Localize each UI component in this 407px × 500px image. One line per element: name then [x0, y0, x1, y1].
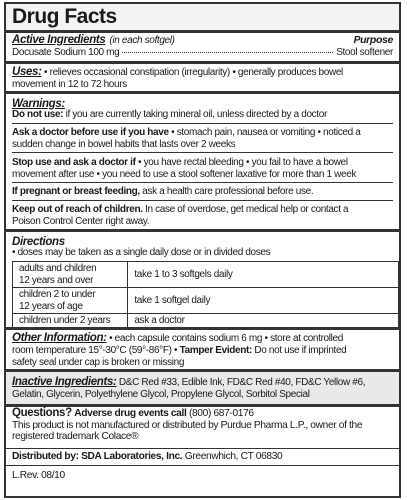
do-not-use	[6, 109, 399, 121]
distributor-address: Greenwhich, CT 06830	[184, 451, 283, 462]
stop-use-text-continued: movement after use • you need to use a stool softener laxative for more than 1 week	[12, 168, 357, 180]
inactive-ingredients-section	[6, 372, 399, 404]
distributor-section	[6, 451, 399, 463]
dot-leader	[122, 52, 333, 53]
age-group-text: adults and children	[19, 263, 97, 274]
table-row	[13, 288, 399, 314]
tamper-evident-label: Tamper Evident:	[179, 345, 252, 356]
active-ingredients-note: (in each softgel)	[109, 35, 175, 46]
other-information-text: Do not use if imprinted	[254, 345, 347, 356]
directions-heading: Directions	[12, 236, 65, 248]
inactive-ingredients-text: D&C Red #33, Edible Ink, FD&C Red #40, FD&C Yellow #6,	[118, 377, 366, 388]
uses-heading: Uses:	[12, 66, 42, 78]
divider	[6, 61, 399, 64]
inactive-ingredients-heading: Inactive Ingredients:	[12, 376, 117, 388]
other-information-text: • each capsule contains sodium 6 mg • store at controlled	[109, 333, 343, 344]
active-ingredient: Docusate Sodium 100 mg	[12, 47, 120, 58]
dose-cell: take 1 to 3 softgels daily	[128, 262, 399, 288]
phone-number: (800) 687-0176	[188, 408, 254, 419]
drug-facts-title: Drug Facts	[6, 4, 399, 30]
distributor-label: Distributed by: SDA Laboratories, Inc.	[12, 451, 183, 462]
adverse-events-label: Adverse drug events call	[74, 408, 187, 419]
active-ingredients-heading: Active Ingredients	[12, 34, 106, 46]
inactive-ingredients-text: Gelatin, Glycerin, Polyethylene Glycol, Propylene Glycol, Sorbitol Special	[12, 389, 310, 400]
questions-section	[6, 408, 399, 443]
other-information-text: room temperature 15°-30°C (59°-86°F) •	[12, 345, 178, 356]
uses-section	[6, 65, 399, 91]
do-not-use-label: Do not use:	[12, 109, 64, 120]
table-row	[13, 262, 399, 288]
directions-note: • doses may be taken as a single daily dose or in divided doses	[12, 247, 271, 258]
divider	[6, 327, 399, 330]
ask-doctor	[6, 127, 399, 150]
warnings-heading: Warnings:	[12, 98, 65, 110]
active-ingredients-section	[6, 33, 399, 59]
pregnancy-warning	[6, 186, 399, 198]
age-group-cell	[13, 288, 128, 314]
do-not-use-text: if you are currently taking mineral oil, unless directed by a doctor	[65, 109, 327, 120]
pregnancy-text: ask a health care professional before use.	[142, 186, 314, 197]
stop-use-text: • you have rectal bleeding • you fail to have a bowel	[138, 157, 348, 168]
questions-heading: Questions?	[12, 407, 72, 419]
divider	[6, 448, 399, 449]
ask-doctor-label: Ask a doctor before use if you have	[12, 127, 169, 138]
stop-use-label: Stop use and ask a doctor if	[12, 157, 136, 168]
directions-table	[12, 261, 399, 329]
stop-use	[6, 157, 399, 180]
trademark-notice: This product is not manufactured or distributed by Purdue Pharma L.P., owner of the	[12, 419, 363, 431]
divider	[12, 182, 393, 183]
age-group-text: 12 years and over	[19, 274, 94, 286]
uses-text: • relieves occasional constipation (irregularity) • generally produces bowel	[44, 67, 343, 78]
revision-code: L.Rev. 08/10	[12, 470, 65, 481]
purpose-text: Stool softener	[336, 47, 393, 58]
keep-out-label: Keep out of reach of children.	[12, 204, 143, 215]
other-information-section	[6, 331, 399, 368]
other-information-heading: Other Information:	[12, 332, 107, 344]
uses-text-continued: movement in 12 to 72 hours	[12, 79, 127, 90]
trademark-notice-continued: registered trademark Colace®	[12, 431, 139, 442]
ask-doctor-text-continued: sudden change in bowel habits that lasts over 2 weeks	[12, 138, 236, 150]
other-information-text: safety seal under cap is broken or missing	[12, 356, 185, 368]
divider	[12, 123, 393, 124]
dose-cell: take 1 softgel daily	[128, 288, 399, 314]
divider	[12, 200, 393, 201]
age-group-text: children 2 to under	[19, 289, 96, 300]
age-group-text: children under 2 years	[19, 315, 111, 327]
purpose-heading: Purpose	[353, 34, 393, 46]
drug-facts-label	[4, 2, 401, 498]
ask-doctor-text: • stomach pain, nausea or vomiting • noticed a	[171, 127, 361, 138]
age-group-text: 12 years of age	[19, 300, 83, 312]
keep-out-text-continued: Poison Control Center right away.	[12, 215, 150, 227]
dose-cell: ask a doctor	[128, 314, 399, 329]
directions-table-wrap	[6, 261, 399, 329]
keep-out-text: In case of overdose, get medical help or contact a	[145, 204, 349, 215]
divider	[12, 152, 393, 153]
keep-out-of-reach	[6, 204, 399, 227]
age-group-cell	[13, 262, 128, 288]
divider	[6, 465, 399, 466]
pregnancy-label: If pregnant or breast feeding,	[12, 186, 140, 197]
